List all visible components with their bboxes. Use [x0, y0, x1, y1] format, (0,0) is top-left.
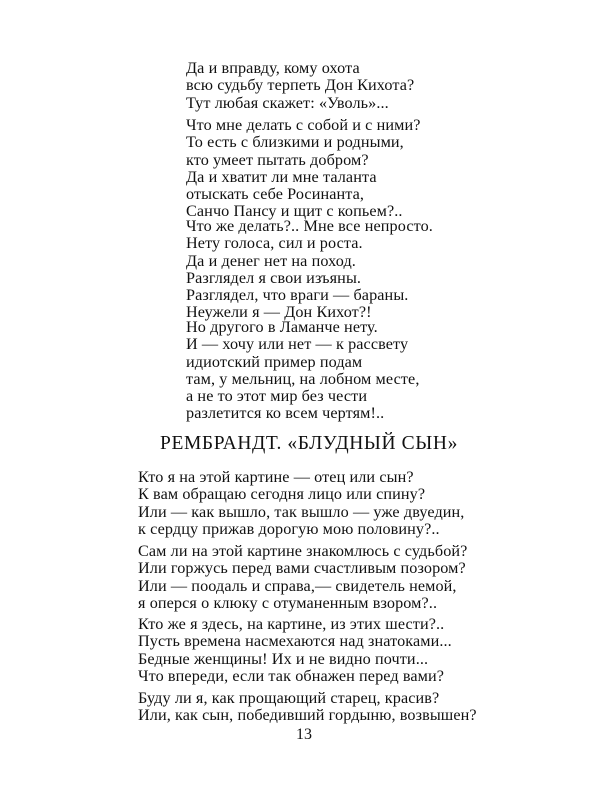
poem-line: Санчо Пансу и щит с копьем?.. [186, 202, 403, 221]
poem-line: я оперся о клюку с отуманенным взором?.. [138, 593, 438, 612]
poem-line: кто умеет пытать добром? [186, 150, 369, 169]
poem-line: Разглядел я свои изъяны. [186, 268, 362, 287]
poem-line: к сердцу прижав дорогую мою половину?.. [138, 519, 440, 538]
poem-line: идиотский пример подам [186, 352, 363, 371]
poem1-stanza-4 [186, 319, 419, 423]
page-number: 13 [296, 726, 312, 743]
poem-line: К вам обращаю сегодня лицо или спину? [138, 485, 426, 504]
poem-line: Или горжусь перед вами счастливым позором? [138, 559, 466, 578]
poem-line: Бедные женщины! Их и не видно почти... [138, 649, 429, 668]
poem-title: РЕМБРАНДТ. «БЛУДНЫЙ СЫН» [160, 433, 458, 454]
poem-line: Буду ли я, как прощающий старец, красив? [138, 689, 440, 707]
poem-line: Да и хватит ли мне таланта [186, 167, 377, 186]
poem-line: Да и вправду, кому охота [186, 59, 360, 77]
poem-line: Да и денег нет на поход. [186, 251, 356, 270]
poem-line: всю судьбу терпеть Дон Кихота? [186, 76, 415, 95]
poem-line: разлетится ко всем чертям!.. [186, 404, 385, 423]
poem-line: Или, как сын, победивший гордыню, возвышен? [138, 706, 477, 725]
poem1-stanza-2 [186, 117, 421, 221]
poem-line: И — хочу или нет — к рассвету [186, 335, 409, 354]
poem-line: Что же делать?.. Мне все непросто. [186, 217, 433, 235]
poem-line: Пусть времена насмехаются над знатоками... [138, 632, 452, 651]
poem2-stanza-1 [138, 469, 464, 538]
poem-line: Или — поодаль и справа,— свидетель немой, [138, 576, 457, 595]
poem2-stanza-2 [138, 543, 467, 612]
poem-line: Тут любая скажет: «Уволь»... [186, 93, 389, 112]
poem-line: Разглядел, что враги — бараны. [186, 286, 409, 305]
poem-line: Что впереди, если так обнажен перед вами? [138, 666, 445, 685]
poem-line: Кто я на этой картине — отец или сын? [138, 468, 414, 486]
poem1-stanza-1 [186, 60, 414, 112]
poem-line: Или — как вышло, так вышло — уже двуедин, [138, 502, 465, 521]
poem-line: Сам ли на этой картине знакомлюсь с судьбой? [138, 542, 468, 560]
poem2-stanza-4 [138, 690, 477, 725]
poem1-stanza-3 [186, 218, 433, 322]
poem-line: Неужели я — Дон Кихот?! [186, 303, 372, 322]
poem-line: Нету голоса, сил и роста. [186, 234, 363, 253]
poem-line: Но другого в Ламанче нету. [186, 318, 378, 336]
poem-line: отыскать себе Росинанта, [186, 185, 365, 204]
poem-line: То есть с близкими и родными, [186, 133, 404, 152]
poem-line: Что мне делать с собой и с ними? [186, 116, 421, 134]
poem-line: Кто же я здесь, на картине, из этих шести?.. [138, 615, 445, 633]
poem2-stanza-3 [138, 616, 452, 685]
poem-line: там, у мельниц, на лобном месте, [186, 369, 420, 388]
poem-line: а не то этот мир без чести [186, 387, 368, 406]
